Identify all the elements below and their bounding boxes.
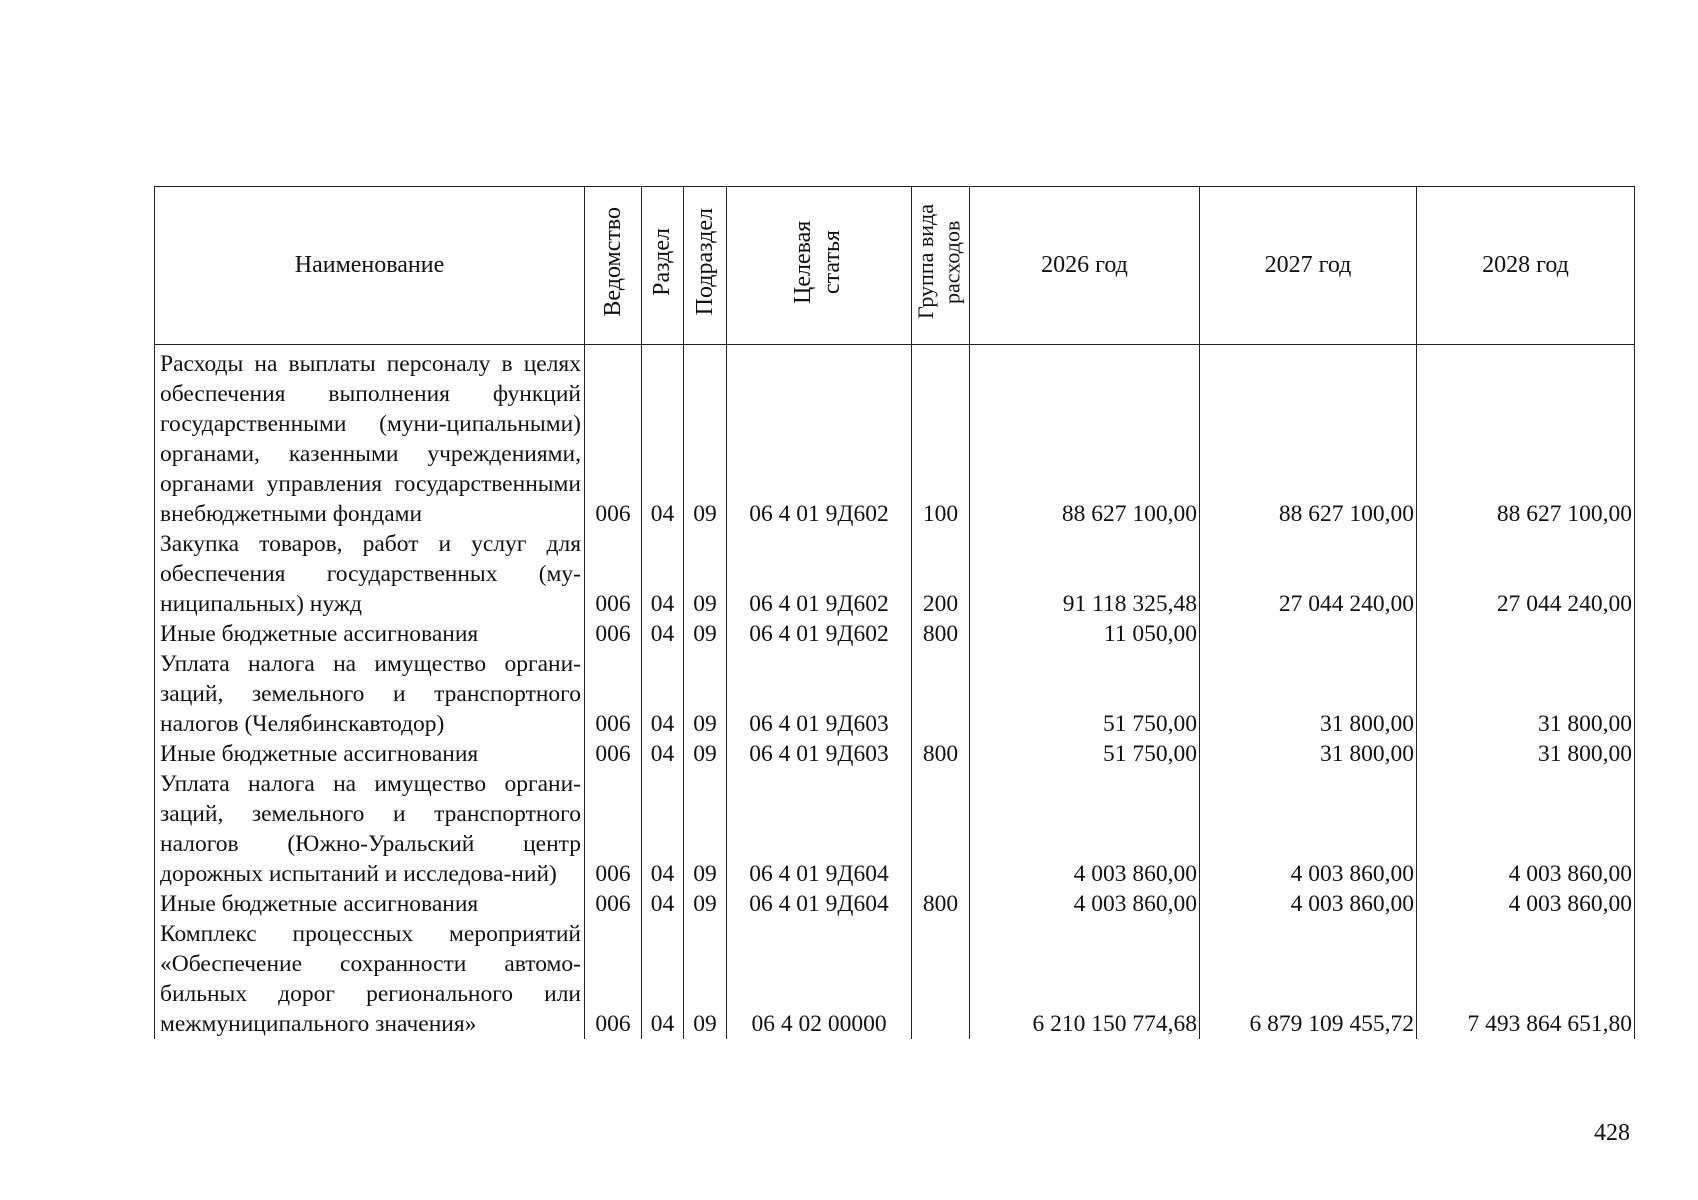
row-2026-value: 6 210 150 774,68: [970, 919, 1200, 1039]
row-2028-value: 4 003 860,00: [1417, 769, 1635, 889]
row-gruppa: 800: [912, 739, 970, 769]
row-ved: 006: [585, 919, 642, 1039]
row-ved: 006: [585, 769, 642, 889]
row-celevaya: 06 4 01 9Д602: [727, 619, 912, 649]
budget-table-sheet: [154, 186, 1634, 1039]
row-razdel: 04: [642, 619, 684, 649]
row-podrazdel: 09: [684, 739, 727, 769]
row-2027-value: 31 800,00: [1200, 739, 1417, 769]
row-2026-value: 51 750,00: [970, 649, 1200, 739]
row-2027-value: 6 879 109 455,72: [1200, 919, 1417, 1039]
row-2028-value: 27 044 240,00: [1417, 529, 1635, 619]
row-ved: 006: [585, 649, 642, 739]
row-2027-value: 27 044 240,00: [1200, 529, 1417, 619]
header-name: Наименование: [155, 187, 585, 345]
table-row: [155, 649, 1635, 739]
row-podrazdel: 09: [684, 345, 727, 530]
row-podrazdel: 09: [684, 889, 727, 919]
header-razdel: Раздел: [642, 187, 684, 345]
header-podrazdel: Подраздел: [684, 187, 727, 345]
row-2028-value: 31 800,00: [1417, 739, 1635, 769]
row-name: Комплекс процессных мероприятий «Обеспечение сохранности автомо-бильных дорог регионального или межмуниципального значения»: [155, 919, 585, 1039]
row-podrazdel: 09: [684, 619, 727, 649]
row-2026-value: 4 003 860,00: [970, 889, 1200, 919]
row-celevaya: 06 4 01 9Д604: [727, 769, 912, 889]
row-gruppa: [912, 919, 970, 1039]
row-razdel: 04: [642, 649, 684, 739]
row-razdel: 04: [642, 769, 684, 889]
row-gruppa: 800: [912, 889, 970, 919]
header-2027: 2027 год: [1200, 187, 1417, 345]
row-2028-value: 31 800,00: [1417, 649, 1635, 739]
row-podrazdel: 09: [684, 769, 727, 889]
table-row: [155, 919, 1635, 1039]
row-podrazdel: 09: [684, 649, 727, 739]
row-name: Иные бюджетные ассигнования: [155, 739, 585, 769]
row-celevaya: 06 4 01 9Д602: [727, 529, 912, 619]
row-2028-value: 7 493 864 651,80: [1417, 919, 1635, 1039]
row-2026-value: 91 118 325,48: [970, 529, 1200, 619]
row-2027-value: 4 003 860,00: [1200, 769, 1417, 889]
row-gruppa: 100: [912, 345, 970, 530]
table-row: [155, 529, 1635, 619]
header-2028: 2028 год: [1417, 187, 1635, 345]
row-2027-value: 31 800,00: [1200, 649, 1417, 739]
row-2028-value: 4 003 860,00: [1417, 889, 1635, 919]
table-header-row: [155, 187, 1635, 345]
row-ved: 006: [585, 619, 642, 649]
budget-table: [154, 186, 1635, 1039]
row-name: Иные бюджетные ассигнования: [155, 889, 585, 919]
row-razdel: 04: [642, 345, 684, 530]
header-gruppa: Группа вида расходов: [912, 187, 970, 345]
table-row: [155, 739, 1635, 769]
row-gruppa: [912, 769, 970, 889]
header-ved: Ведомство: [585, 187, 642, 345]
table-row: [155, 769, 1635, 889]
row-celevaya: 06 4 01 9Д603: [727, 649, 912, 739]
row-name: Закупка товаров, работ и услуг для обеспечения государственных (му-ниципальных) нужд: [155, 529, 585, 619]
row-2026-value: 11 050,00: [970, 619, 1200, 649]
row-2027-value: 88 627 100,00: [1200, 345, 1417, 530]
row-2028-value: 88 627 100,00: [1417, 345, 1635, 530]
row-name: Уплата налога на имущество органи-заций, земельного и транспортного налогов (Челябинскавтодор): [155, 649, 585, 739]
row-2026-value: 88 627 100,00: [970, 345, 1200, 530]
table-row: [155, 345, 1635, 530]
row-razdel: 04: [642, 889, 684, 919]
row-celevaya: 06 4 01 9Д603: [727, 739, 912, 769]
page-number: 428: [1594, 1120, 1630, 1146]
row-name: Иные бюджетные ассигнования: [155, 619, 585, 649]
row-2026-value: 4 003 860,00: [970, 769, 1200, 889]
table-row: [155, 619, 1635, 649]
row-celevaya: 06 4 02 00000: [727, 919, 912, 1039]
row-gruppa: 800: [912, 619, 970, 649]
row-2026-value: 51 750,00: [970, 739, 1200, 769]
row-razdel: 04: [642, 529, 684, 619]
row-2028-value: [1417, 619, 1635, 649]
row-razdel: 04: [642, 739, 684, 769]
row-ved: 006: [585, 345, 642, 530]
header-celevaya: Целевая статья: [727, 187, 912, 345]
table-row: [155, 889, 1635, 919]
table-body: [155, 345, 1635, 1040]
row-2027-value: [1200, 619, 1417, 649]
row-ved: 006: [585, 889, 642, 919]
row-2027-value: 4 003 860,00: [1200, 889, 1417, 919]
row-name: Расходы на выплаты персоналу в целях обеспечения выполнения функций государственными (муни-ципальными) органами, казенными учреждениями, органами управления государственными внебюджетными фондами: [155, 345, 585, 530]
row-gruppa: 200: [912, 529, 970, 619]
row-celevaya: 06 4 01 9Д604: [727, 889, 912, 919]
row-ved: 006: [585, 739, 642, 769]
header-2026: 2026 год: [970, 187, 1200, 345]
row-razdel: 04: [642, 919, 684, 1039]
row-ved: 006: [585, 529, 642, 619]
row-name: Уплата налога на имущество органи-заций, земельного и транспортного налогов (Южно-Уральский центр дорожных испытаний и исследова-ний): [155, 769, 585, 889]
row-podrazdel: 09: [684, 529, 727, 619]
row-celevaya: 06 4 01 9Д602: [727, 345, 912, 530]
row-gruppa: [912, 649, 970, 739]
row-podrazdel: 09: [684, 919, 727, 1039]
